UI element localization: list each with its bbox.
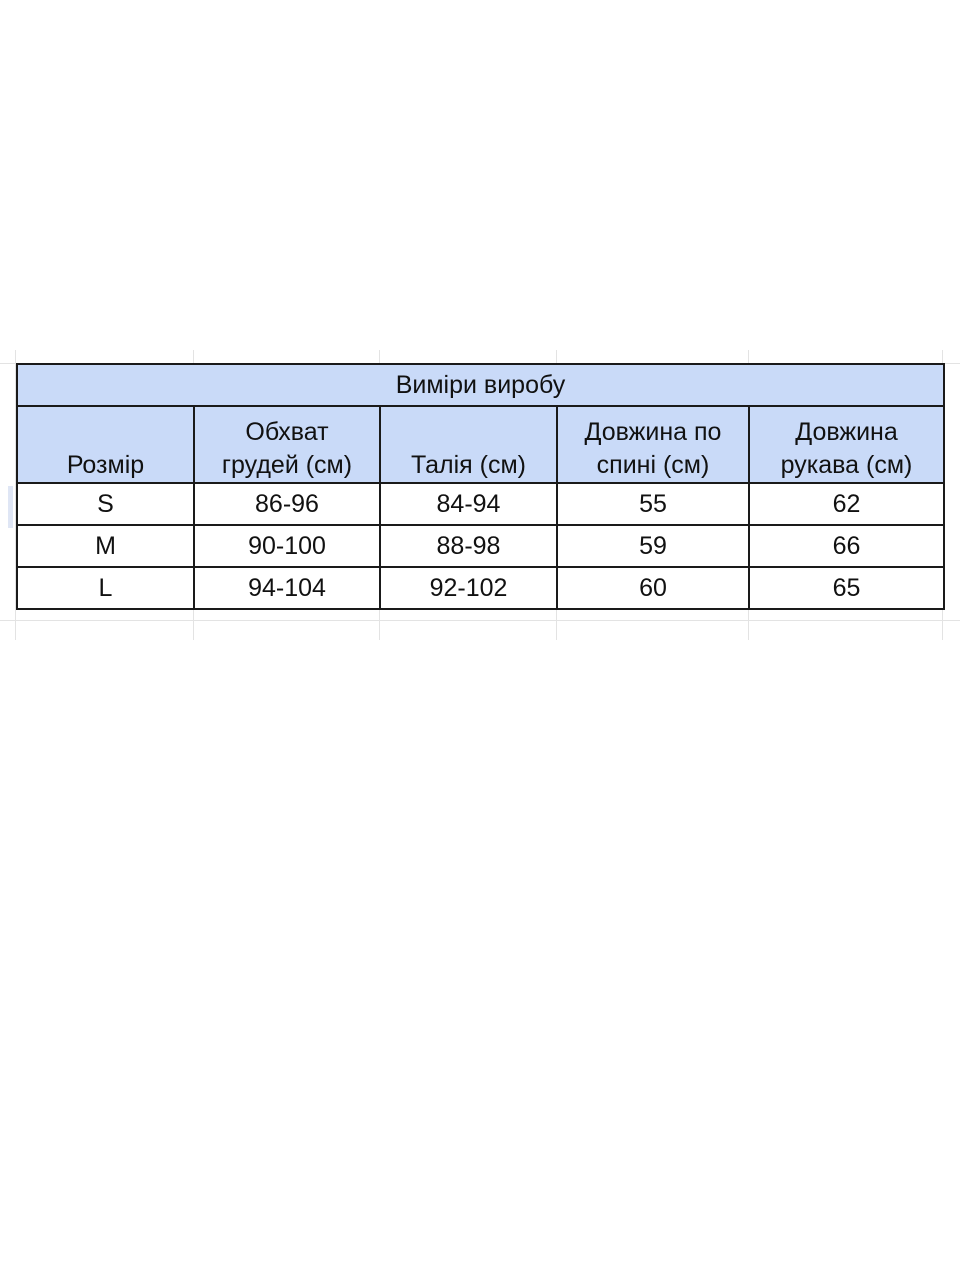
cell-waist: 84-94 [380,483,557,525]
cell-back-length: 55 [557,483,749,525]
header-sleeve-length: Довжина рукава (см) [749,406,944,483]
cell-waist: 92-102 [380,567,557,609]
table-title-row [17,364,944,406]
cell-sleeve-length: 66 [749,525,944,567]
header-waist: Талія (см) [380,406,557,483]
table-header-row [17,406,944,483]
cell-waist: 88-98 [380,525,557,567]
table-title: Виміри виробу [17,364,944,406]
cell-sleeve-length: 62 [749,483,944,525]
size-chart-table [16,363,945,610]
spreadsheet-area [0,350,960,640]
gridline [0,620,960,621]
cell-back-length: 59 [557,525,749,567]
cell-size: S [17,483,194,525]
cell-size: M [17,525,194,567]
cell-chest: 94-104 [194,567,380,609]
header-size: Розмір [17,406,194,483]
cell-size: L [17,567,194,609]
cell-chest: 90-100 [194,525,380,567]
cell-back-length: 60 [557,567,749,609]
header-chest: Обхват грудей (см) [194,406,380,483]
table-row [17,483,944,525]
header-back-length: Довжина по спині (см) [557,406,749,483]
row-selection-marker [8,486,13,528]
cell-chest: 86-96 [194,483,380,525]
table-row [17,567,944,609]
cell-sleeve-length: 65 [749,567,944,609]
table-row [17,525,944,567]
